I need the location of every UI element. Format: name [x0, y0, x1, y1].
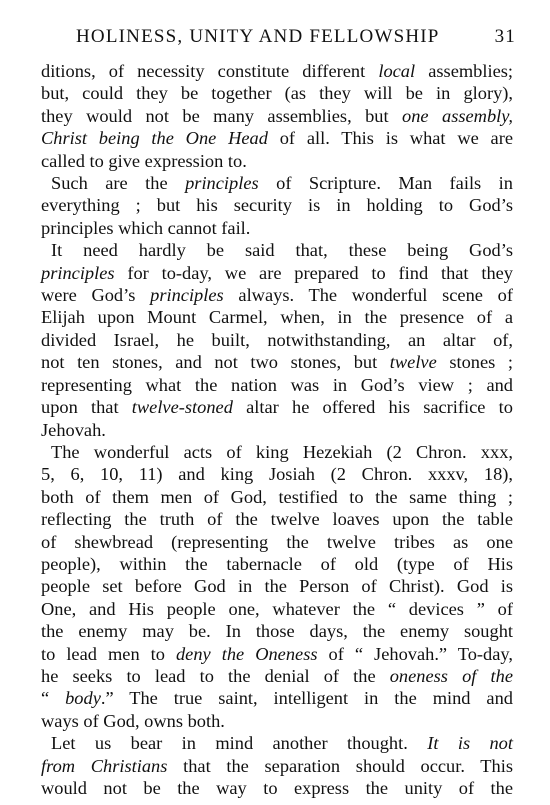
text-line: [41, 710, 513, 732]
text-line: [41, 486, 513, 508]
text-line: [41, 575, 513, 597]
text-run: Such are the: [51, 173, 186, 194]
text-line: [41, 374, 513, 396]
text-run: assemblies;: [415, 61, 514, 81]
text-run: for to-day, we are prepared to find that they: [114, 262, 513, 283]
text-run: he seeks to lead to the denial of the: [41, 665, 390, 686]
text-line: [41, 777, 513, 799]
italic-run: twelve: [389, 352, 437, 373]
text-run: One, and His people one, whatever the “ devices ” of: [41, 598, 513, 619]
text-line: [41, 396, 513, 418]
text-line: [41, 441, 513, 463]
text-line: [41, 262, 513, 284]
running-header: [76, 24, 516, 50]
paragraph: [41, 441, 513, 732]
text-line: [41, 105, 513, 127]
text-line: [41, 82, 513, 104]
text-run: of “ Jehovah.” To-day,: [317, 643, 513, 664]
text-line: [41, 127, 513, 149]
text-line: [41, 508, 513, 530]
text-run: The wonderful acts of king Hezekiah (2 Chron. xxx,: [51, 441, 513, 462]
text-run: representing what the nation was in God’s view ; and: [41, 374, 513, 395]
text-line: [41, 329, 513, 351]
text-line: [41, 598, 513, 620]
text-run: reflecting the truth of the twelve loaves upon the table: [41, 509, 513, 530]
text-run: people set before God in the Person of Christ). God is: [41, 576, 513, 597]
text-line: [41, 665, 513, 687]
paragraph: [41, 172, 513, 239]
italic-run: twelve-stoned: [131, 397, 233, 418]
text-run: would not be the way to express the unity of the: [41, 778, 513, 798]
text-run: Elijah upon Mount Carmel, when, in the presence of a: [41, 307, 513, 328]
text-run: that the separation should occur. This: [167, 755, 513, 776]
running-title: HOLINESS, UNITY AND FELLOWSHIP: [76, 26, 440, 47]
text-line: [41, 150, 513, 172]
text-line: [41, 620, 513, 642]
text-line: [41, 217, 513, 239]
text-line: [41, 531, 513, 553]
text-run: It need hardly be said that, these being God’s: [51, 240, 513, 261]
text-line: [41, 60, 513, 82]
text-line: [41, 463, 513, 485]
text-line: [41, 194, 513, 216]
text-run: Let us bear in mind another thought.: [51, 733, 428, 754]
text-line: [41, 732, 513, 754]
text-line: [41, 687, 513, 709]
text-run: stones ;: [436, 352, 513, 373]
text-run: of all. This is what we are: [267, 128, 513, 149]
italic-run: deny the Oneness: [175, 643, 318, 664]
text-run: upon that: [41, 397, 132, 418]
text-run: of shewbread (representing the twelve tribes as one: [41, 531, 513, 552]
text-line: [41, 172, 513, 194]
text-run: but, could they be together (as they will be in glory),: [41, 83, 513, 104]
page-number: 31: [494, 26, 516, 47]
paragraph: [41, 239, 513, 441]
text-line: [41, 239, 513, 261]
text-line: [41, 306, 513, 328]
paragraph: [41, 732, 513, 799]
text-run: people), within the tabernacle of old (type of His: [41, 553, 513, 574]
text-line: [41, 419, 513, 441]
italic-run: one assembly,: [402, 105, 513, 126]
text-run: always. The wonderful scene of: [223, 285, 513, 306]
text-run: ways of God, owns both.: [41, 710, 225, 731]
italic-run: It is not: [427, 733, 513, 754]
text-run: to lead men to: [41, 643, 176, 664]
text-run: both of them men of God, testified to the same thing ;: [41, 486, 513, 507]
text-run: 5, 6, 10, 11) and king Josiah (2 Chron. xxxv, 18),: [41, 464, 513, 485]
text-run: were God’s: [41, 285, 151, 306]
italic-run: principles: [150, 285, 224, 306]
text-line: [41, 553, 513, 575]
text-line: [41, 755, 513, 777]
italic-run: principles: [41, 262, 115, 283]
text-run: .” The true saint, intelligent in the mind and: [100, 688, 513, 709]
text-run: ditions, of necessity constitute different: [41, 61, 379, 81]
italic-run: Christ being the One Head: [41, 128, 268, 149]
italic-run: local: [378, 61, 416, 81]
text-run: the enemy may be. In those days, the enemy sought: [41, 621, 513, 642]
text-line: [41, 643, 513, 665]
text-run: principles which cannot fail.: [41, 217, 251, 238]
body-text: [41, 60, 513, 799]
text-run: of Scripture. Man fails in: [258, 173, 513, 194]
text-run: called to give expression to.: [41, 150, 247, 171]
italic-run: from Christians: [41, 755, 168, 776]
italic-run: principles: [185, 173, 259, 194]
italic-run: oneness of the: [389, 665, 513, 686]
text-run: they would not be many assemblies, but: [41, 105, 403, 126]
paragraph: [41, 60, 513, 172]
text-line: [41, 284, 513, 306]
text-run: not ten stones, and not two stones, but: [41, 352, 390, 373]
text-run: divided Israel, he built, notwithstanding, an altar of,: [41, 329, 513, 350]
text-run: altar he offered his sacrifice to: [232, 397, 513, 418]
text-run: Jehovah.: [41, 419, 106, 440]
italic-run: body: [65, 688, 101, 709]
text-run: everything ; but his security is in holding to God’s: [41, 195, 513, 216]
text-run: “: [41, 688, 66, 709]
text-line: [41, 351, 513, 373]
